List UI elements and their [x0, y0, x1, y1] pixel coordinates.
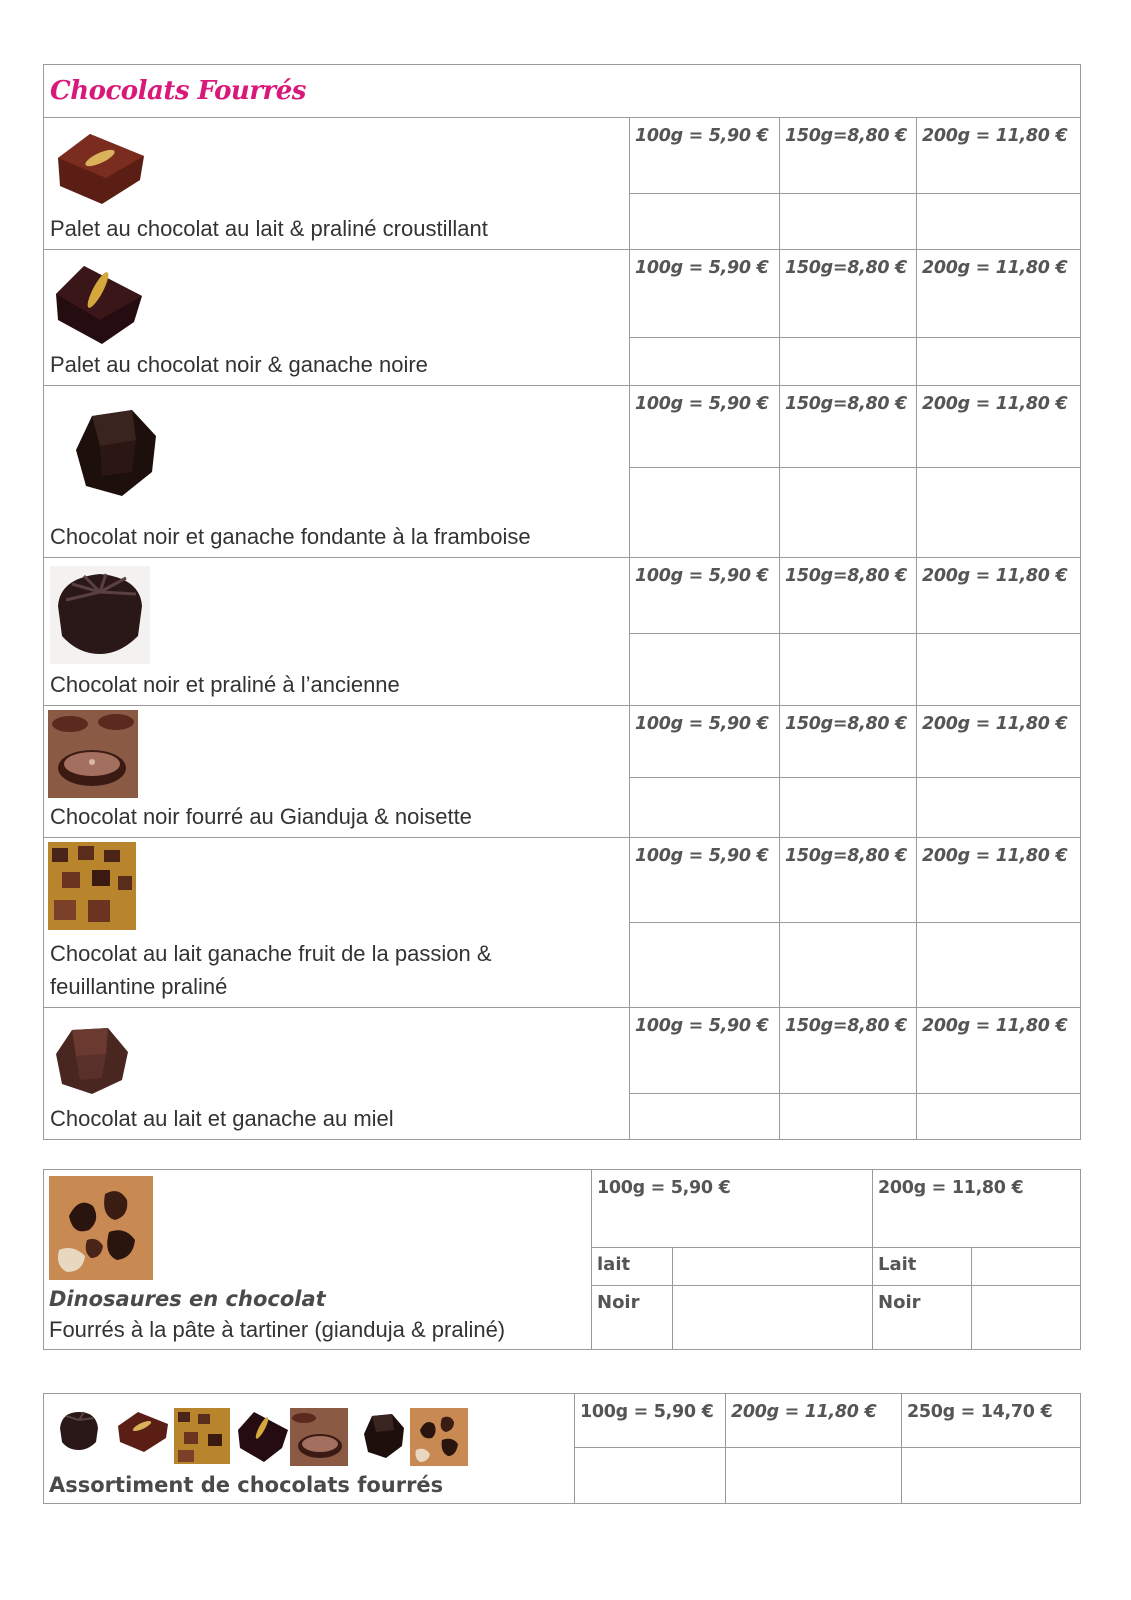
chocolate-dinosaurs-icon — [49, 1176, 153, 1280]
price-cell — [902, 1394, 1081, 1448]
quantity-cell-100g[interactable] — [630, 468, 780, 558]
quantity-cell-150g[interactable] — [780, 923, 917, 1008]
quantity-cell-200g[interactable] — [917, 338, 1081, 386]
price-cell — [726, 1394, 902, 1448]
quantity-cell-100g[interactable] — [630, 778, 780, 838]
price-200g: 200g = 11,80 € — [922, 258, 1068, 278]
quantity-cell-lait-200g[interactable] — [972, 1248, 1081, 1286]
quantity-cell-200g[interactable] — [726, 1448, 902, 1504]
quantity-cell-200g[interactable] — [917, 923, 1081, 1008]
quantity-cell-100g[interactable] — [630, 194, 780, 250]
dark-faceted-chocolate-icon — [72, 406, 162, 501]
price-cell — [917, 250, 1081, 338]
price-100g: 100g = 5,90 € — [597, 1178, 731, 1198]
price-cell — [780, 706, 917, 778]
flavor-label-noir: Noir — [878, 1292, 921, 1313]
product-cell — [44, 706, 630, 838]
chocolats-fourres-table — [43, 64, 1081, 1140]
price-200g: 200g = 11,80 € — [922, 394, 1068, 414]
swirl-chocolate-icon — [50, 566, 150, 664]
price-150g: 150g=8,80 € — [785, 126, 907, 146]
product-name: Chocolat noir fourré au Gianduja & noisette — [50, 804, 472, 829]
price-cell — [873, 1248, 972, 1286]
price-cell — [917, 386, 1081, 468]
dinosaurs-subtitle: Fourrés à la pâte à tartiner (gianduja & praliné) — [49, 1317, 506, 1342]
price-200g: 200g = 11,80 € — [922, 126, 1068, 146]
price-100g: 100g = 5,90 € — [635, 258, 769, 278]
price-150g: 150g=8,80 € — [785, 846, 907, 866]
price-cell — [917, 1008, 1081, 1094]
quantity-cell-100g[interactable] — [630, 1094, 780, 1140]
section-title-cell — [44, 65, 1081, 118]
quantity-cell-150g[interactable] — [780, 778, 917, 838]
milk-chocolate-square-icon — [50, 128, 150, 208]
price-cell — [592, 1248, 673, 1286]
swirl-chocolate-icon — [56, 1408, 102, 1454]
price-cell — [630, 386, 780, 468]
price-cell — [917, 558, 1081, 634]
price-cell — [873, 1170, 1081, 1248]
milk-chocolate-cubes-icon — [174, 1408, 230, 1464]
product-cell — [44, 1008, 630, 1140]
quantity-cell-150g[interactable] — [780, 634, 917, 706]
quantity-cell-noir-200g[interactable] — [972, 1286, 1081, 1350]
price-150g: 150g=8,80 € — [785, 1016, 907, 1036]
price-150g: 150g=8,80 € — [785, 566, 907, 586]
price-100g: 100g = 5,90 € — [635, 1016, 769, 1036]
price-150g: 150g=8,80 € — [785, 714, 907, 734]
dark-faceted-chocolate-icon — [362, 1412, 406, 1460]
milk-chocolate-cubes-icon — [48, 842, 136, 930]
price-200g: 200g = 11,80 € — [922, 566, 1068, 586]
price-200g: 200g = 11,80 € — [922, 714, 1068, 734]
product-name-line: feuillantine praliné — [50, 974, 228, 999]
price-cell — [592, 1286, 673, 1350]
dinosaures-table — [43, 1169, 1081, 1350]
price-150g: 150g=8,80 € — [785, 258, 907, 278]
quantity-cell-150g[interactable] — [780, 338, 917, 386]
price-cell — [917, 706, 1081, 778]
assortment-title: Assortiment de chocolats fourrés — [49, 1473, 444, 1497]
section-title: Chocolats Fourrés — [50, 76, 306, 106]
price-cell — [780, 118, 917, 194]
quantity-cell-200g[interactable] — [917, 194, 1081, 250]
price-200g: 200g = 11,80 € — [878, 1178, 1024, 1198]
milk-faceted-chocolate-icon — [52, 1024, 132, 1096]
quantity-cell-250g[interactable] — [902, 1448, 1081, 1504]
flavor-label-lait: lait — [597, 1254, 631, 1275]
price-cell — [630, 838, 780, 923]
price-cell — [630, 558, 780, 634]
price-cell — [917, 118, 1081, 194]
price-cell — [780, 838, 917, 923]
price-cell — [630, 1008, 780, 1094]
product-cell — [44, 250, 630, 386]
quantity-cell-noir-100g[interactable] — [673, 1286, 873, 1350]
price-200g: 200g = 11,80 € — [731, 1402, 877, 1422]
chocolate-dinosaurs-icon — [410, 1408, 468, 1466]
price-100g: 100g = 5,90 € — [635, 846, 769, 866]
product-name — [50, 937, 625, 1003]
price-cell — [873, 1286, 972, 1350]
quantity-cell-150g[interactable] — [780, 468, 917, 558]
price-cell — [630, 250, 780, 338]
price-100g: 100g = 5,90 € — [580, 1402, 714, 1422]
price-cell — [780, 250, 917, 338]
milk-chocolate-square-icon — [114, 1408, 172, 1454]
product-name: Chocolat noir et ganache fondante à la framboise — [50, 524, 531, 549]
quantity-cell-100g[interactable] — [630, 923, 780, 1008]
product-name-line: Chocolat au lait ganache fruit de la passion & — [50, 941, 492, 966]
dinosaurs-title: Dinosaures en chocolat — [49, 1287, 326, 1311]
price-cell — [780, 386, 917, 468]
quantity-cell-100g[interactable] — [575, 1448, 726, 1504]
quantity-cell-200g[interactable] — [917, 778, 1081, 838]
price-cell — [780, 1008, 917, 1094]
price-cell — [630, 706, 780, 778]
price-100g: 100g = 5,90 € — [635, 714, 769, 734]
quantity-cell-200g[interactable] — [917, 468, 1081, 558]
price-cell — [780, 558, 917, 634]
flavor-label-noir: Noir — [597, 1292, 640, 1313]
price-100g: 100g = 5,90 € — [635, 566, 769, 586]
product-name: Chocolat noir et praliné à l’ancienne — [50, 672, 400, 697]
product-name: Chocolat au lait et ganache au miel — [50, 1106, 394, 1131]
quantity-cell-100g[interactable] — [630, 634, 780, 706]
assortment-product-cell — [44, 1394, 575, 1504]
price-100g: 100g = 5,90 € — [635, 126, 769, 146]
price-100g: 100g = 5,90 € — [635, 394, 769, 414]
price-cell — [592, 1170, 873, 1248]
price-250g: 250g = 14,70 € — [907, 1402, 1053, 1422]
dinosaurs-product-cell — [44, 1170, 592, 1350]
product-name: Palet au chocolat au lait & praliné croustillant — [50, 216, 488, 241]
product-cell — [44, 118, 630, 250]
price-cell — [917, 838, 1081, 923]
chocolate-cups-icon — [290, 1408, 348, 1466]
quantity-cell-200g[interactable] — [917, 634, 1081, 706]
price-200g: 200g = 11,80 € — [922, 1016, 1068, 1036]
product-cell — [44, 558, 630, 706]
dark-chocolate-square-icon — [234, 1408, 292, 1464]
quantity-cell-lait-100g[interactable] — [673, 1248, 873, 1286]
price-150g: 150g=8,80 € — [785, 394, 907, 414]
product-name: Palet au chocolat noir & ganache noire — [50, 352, 428, 377]
price-cell — [575, 1394, 726, 1448]
product-cell — [44, 386, 630, 558]
quantity-cell-100g[interactable] — [630, 338, 780, 386]
flavor-label-lait: Lait — [878, 1254, 917, 1275]
quantity-cell-200g[interactable] — [917, 1094, 1081, 1140]
assortiment-table — [43, 1393, 1081, 1504]
price-200g: 200g = 11,80 € — [922, 846, 1068, 866]
quantity-cell-150g[interactable] — [780, 1094, 917, 1140]
dark-chocolate-square-icon — [50, 258, 150, 348]
quantity-cell-150g[interactable] — [780, 194, 917, 250]
product-cell — [44, 838, 630, 1008]
price-cell — [630, 118, 780, 194]
chocolate-cups-icon — [48, 710, 138, 798]
